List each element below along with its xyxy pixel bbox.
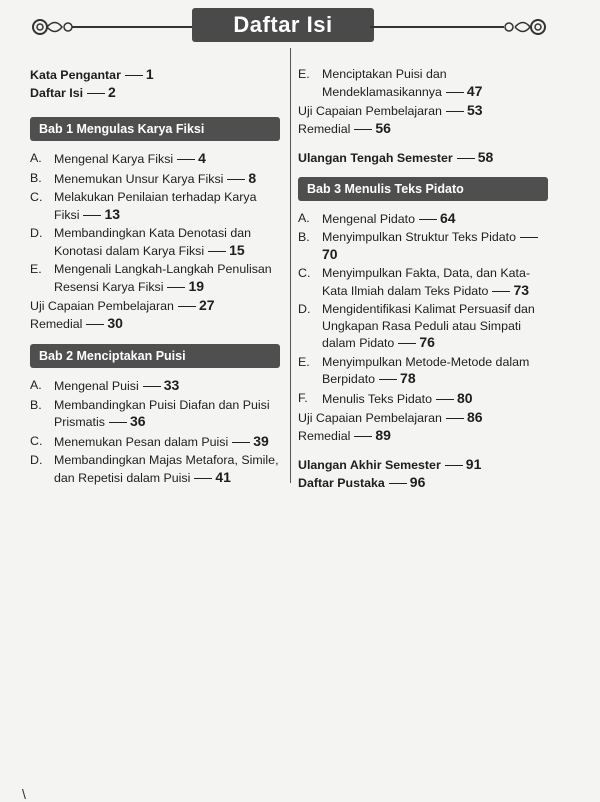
page-title: Daftar Isi bbox=[192, 8, 374, 42]
toc-entry[interactable]: C. Menemukan Pesan dalam Puisi 39 bbox=[30, 432, 269, 449]
toc-entry-uts[interactable]: Ulangan Tengah Semester 58 bbox=[298, 149, 494, 165]
page-corner-mark: \ bbox=[22, 786, 26, 802]
toc-entry[interactable]: B. Membandingkan Puisi Diafan dan Puisi Prismatis 36 bbox=[30, 397, 270, 429]
toc-entry[interactable]: A. Mengenal Karya Fiksi 4 bbox=[30, 150, 206, 166]
toc-entry[interactable]: D. Membandingkan Kata Denotasi dan Konotasi dalam Karya Fiksi 15 bbox=[30, 226, 252, 258]
scroll-ornament-icon bbox=[30, 12, 80, 42]
toc-entry[interactable]: E. Mengenali Langkah-Langkah Penulisan Resensi Karya Fiksi 19 bbox=[30, 262, 272, 294]
toc-entry[interactable]: A. Mengenal Pidato 64 bbox=[298, 209, 456, 226]
toc-column-right bbox=[298, 66, 548, 491]
toc-entry-daftar-pustaka[interactable]: Daftar Pustaka 96 bbox=[298, 473, 426, 490]
toc-entry-kata-pengantar[interactable]: Kata Pengantar 1 bbox=[30, 66, 154, 82]
toc-entry-daftar-isi[interactable]: Daftar Isi 2 bbox=[30, 83, 116, 100]
toc-entry[interactable]: D. Membandingkan Majas Metafora, Simile, dan Repetisi dalam Puisi 41 bbox=[30, 453, 279, 485]
toc-entry[interactable]: A. Mengenal Puisi 33 bbox=[30, 377, 180, 393]
toc-entry[interactable]: D. Mengidentifikasi Kalimat Persuasif dan Ungkapan Rasa Peduli atau Simpati dalam Pidato 76 bbox=[298, 302, 535, 350]
scroll-ornament-icon bbox=[496, 12, 550, 42]
toc-column-left bbox=[30, 66, 280, 488]
toc-entry-uji[interactable]: Uji Capaian Pembelajaran 27 bbox=[30, 297, 215, 313]
chapter-heading-bab3: Bab 3 Menulis Teks Pidato bbox=[298, 177, 548, 201]
toc-entry[interactable]: E. Menyimpulkan Metode-Metode dalam Berpidato 78 bbox=[298, 354, 530, 386]
chapter-heading-bab2: Bab 2 Menciptakan Puisi bbox=[30, 344, 280, 368]
toc-entry[interactable]: C. Menyimpulkan Fakta, Data, dan Kata-Kata Ilmiah dalam Teks Pidato 73 bbox=[298, 266, 530, 298]
chapter-heading-bab1: Bab 1 Mengulas Karya Fiksi bbox=[30, 117, 280, 141]
toc-entry-remedial[interactable]: Remedial 56 bbox=[298, 119, 391, 136]
toc-entry-remedial[interactable]: Remedial 89 bbox=[298, 426, 391, 443]
toc-entry-remedial[interactable]: Remedial 30 bbox=[30, 314, 123, 331]
toc-entry-uji[interactable]: Uji Capaian Pembelajaran 53 bbox=[298, 102, 483, 118]
toc-entry-uji[interactable]: Uji Capaian Pembelajaran 86 bbox=[298, 409, 483, 425]
toc-entry[interactable]: B. Menemukan Unsur Karya Fiksi 8 bbox=[30, 169, 257, 186]
toc-entry[interactable]: F. Menulis Teks Pidato 80 bbox=[298, 389, 473, 406]
toc-entry-uas[interactable]: Ulangan Akhir Semester 91 bbox=[298, 456, 482, 472]
header-rule-right bbox=[370, 26, 498, 28]
toc-entry[interactable]: B. Menyimpulkan Struktur Teks Pidato70 bbox=[298, 229, 548, 263]
toc-entry[interactable]: E. Menciptakan Puisi dan Mendeklamasikannya 47 bbox=[298, 67, 483, 99]
page-header bbox=[30, 8, 550, 46]
column-divider bbox=[290, 48, 291, 483]
toc-entry[interactable]: C. Melakukan Penilaian terhadap Karya Fiksi 13 bbox=[30, 190, 257, 222]
